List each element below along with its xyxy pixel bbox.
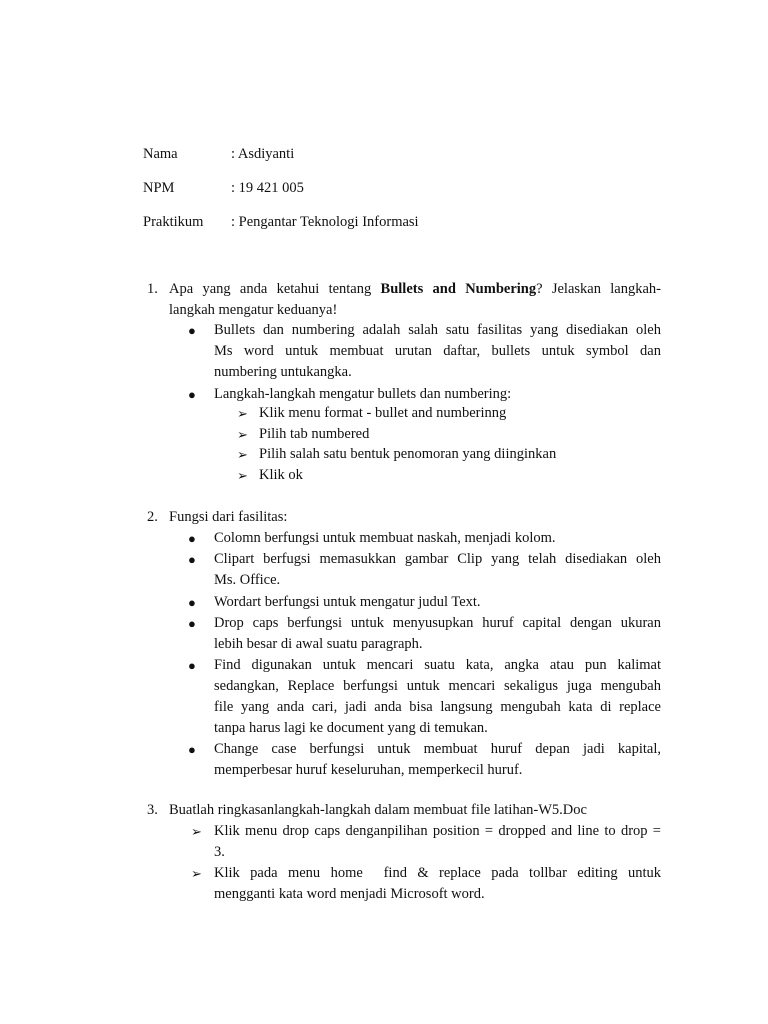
q2-item5-line4: tanpa harus lagi ke document yang di temukan. <box>214 720 488 736</box>
q1-text-after: ? Jelaskan langkah- <box>536 281 661 297</box>
q3-item2-line2: mengganti kata word menjadi Microsoft word. <box>214 886 485 902</box>
q1-step-4: Klik ok <box>259 467 303 483</box>
value-praktikum: : Pengantar Teknologi Informasi <box>231 214 419 230</box>
q1-step-2: Pilih tab numbered <box>259 426 370 442</box>
q3-item1-line2: 3. <box>214 844 225 860</box>
q2-item3-line1: Wordart berfungsi untuk mengatur judul Text. <box>214 594 481 610</box>
bullet-icon: ● <box>188 387 196 402</box>
arrow-bullet-icon: ➢ <box>237 447 248 462</box>
q1-bullet2: Langkah-langkah mengatur bullets dan numbering: <box>214 386 512 402</box>
q2-item2-line1: Clipart berfugsi memasukkan gambar Clip yang telah disediakan oleh <box>214 551 661 567</box>
arrow-bullet-icon: ➢ <box>237 468 248 483</box>
q2-item5-line1: Find digunakan untuk mencari suatu kata, angka atau pun kalimat <box>214 657 661 673</box>
value-npm: : 19 421 005 <box>231 180 304 196</box>
q1-line2: langkah mengatur keduanya! <box>169 302 338 318</box>
bullet-icon: ● <box>188 742 196 757</box>
bullet-icon: ● <box>188 531 196 546</box>
q2-item5-line2: sedangkan, Replace berfungsi untuk mencari sekaligus juga mengubah <box>214 678 661 694</box>
bullet-icon: ● <box>188 616 196 631</box>
arrow-bullet-icon: ➢ <box>237 406 248 421</box>
bullet-icon: ● <box>188 323 196 338</box>
q2-item2-line2: Ms. Office. <box>214 572 281 588</box>
q2-text: Fungsi dari fasilitas: <box>169 509 288 525</box>
q3-item1-line1: Klik menu drop caps denganpilihan position = dropped and line to drop = <box>214 823 661 839</box>
label-nama: Nama <box>143 146 178 162</box>
q1-step-1: Klik menu format - bullet and numberinng <box>259 405 507 421</box>
value-nama: : Asdiyanti <box>231 146 295 162</box>
q2-item6-line2: memperbesar huruf keseluruhan, memperkecil huruf. <box>214 762 523 778</box>
q2-item4-line1: Drop caps berfungsi untuk menyusupkan huruf capital dengan ukuran <box>214 615 661 631</box>
q2-item5-line3: file yang anda cari, jadi anda bisa langsung mengubah kata di replace <box>214 699 661 715</box>
q3-number: 3. <box>147 802 158 818</box>
q1-bullet1-line2: Ms word untuk membuat urutan daftar, bullets untuk symbol dan <box>214 343 661 359</box>
q1-step-3: Pilih salah satu bentuk penomoran yang diinginkan <box>259 446 557 462</box>
q3-item2-line1: Klik pada menu home find & replace pada tollbar editing untuk <box>214 865 661 881</box>
label-npm: NPM <box>143 180 175 196</box>
q2-number: 2. <box>147 509 158 525</box>
q1-text-before: Apa yang anda ketahui tentang <box>169 281 381 297</box>
bullet-icon: ● <box>188 595 196 610</box>
q1-bullet1-line1: Bullets dan numbering adalah salah satu fasilitas yang disediakan oleh <box>214 322 661 338</box>
q1-bullet1-line3: numbering untukangka. <box>214 364 352 380</box>
q1-number: 1. <box>147 281 158 297</box>
label-praktikum: Praktikum <box>143 214 204 230</box>
q2-item1-line1: Colomn berfungsi untuk membuat naskah, menjadi kolom. <box>214 530 556 546</box>
q2-item4-line2: lebih besar di awal suatu paragraph. <box>214 636 423 652</box>
arrow-bullet-icon: ➢ <box>191 866 202 881</box>
bullet-icon: ● <box>188 552 196 567</box>
q1-line1 <box>169 281 661 298</box>
bullet-icon: ● <box>188 658 196 673</box>
q3-text: Buatlah ringkasanlangkah-langkah dalam membuat file latihan-W5.Doc <box>169 802 587 818</box>
q1-text-bold: Bullets and Numbering <box>380 281 537 297</box>
q2-item6-line1: Change case berfungsi untuk membuat huruf depan jadi kapital, <box>214 741 661 757</box>
arrow-bullet-icon: ➢ <box>191 824 202 839</box>
arrow-bullet-icon: ➢ <box>237 427 248 442</box>
